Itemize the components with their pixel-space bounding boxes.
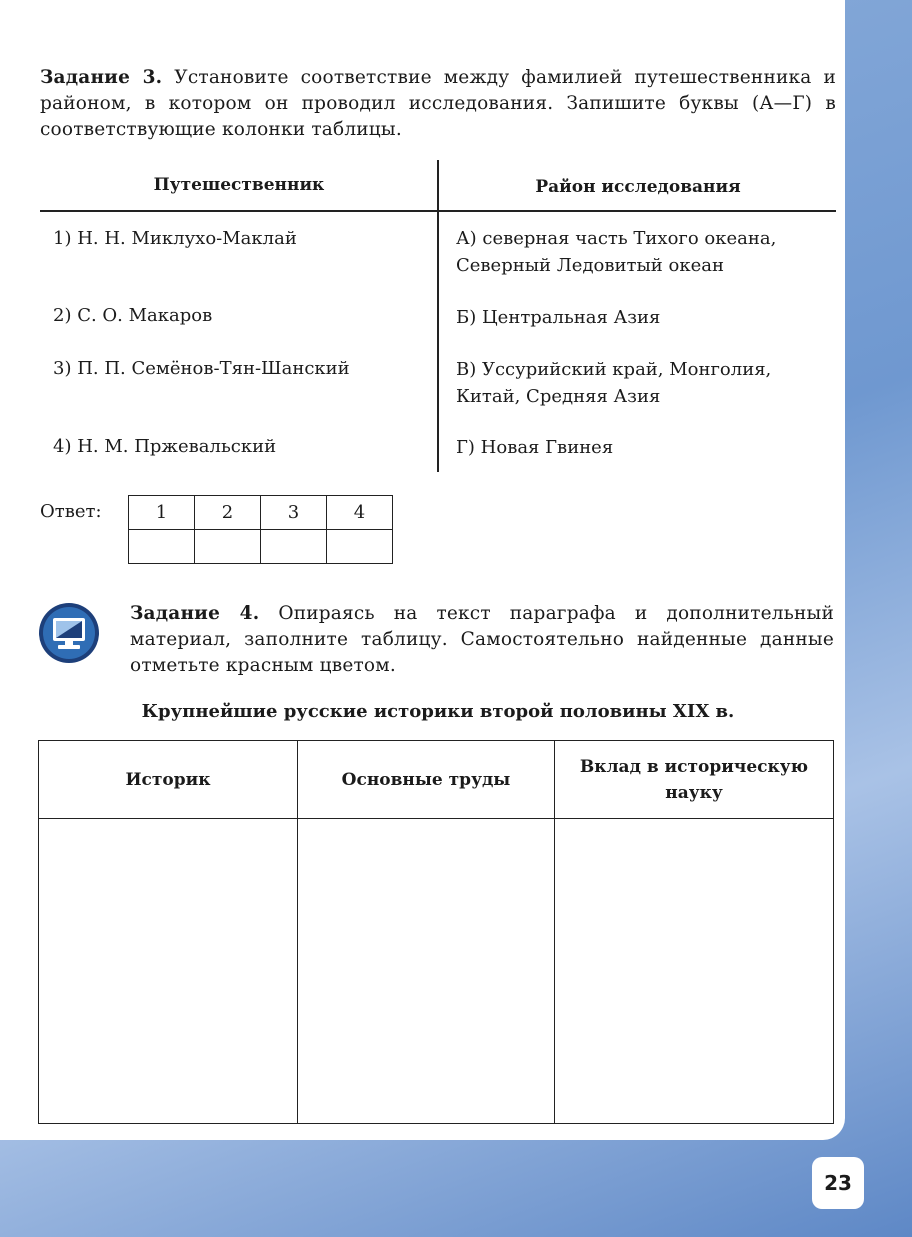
answer-cell-2[interactable] [195, 530, 261, 564]
task4-label: Задание 4. [130, 603, 260, 624]
region-a: А) северная часть Тихого океана, Северный Ледовитый океан [456, 228, 777, 276]
answer-header-3: 3 [261, 496, 327, 530]
region-b: Б) Центральная Азия [456, 307, 661, 328]
answer-table [128, 495, 393, 564]
header-historian: Историк [39, 741, 298, 819]
answer-label: Ответ: [40, 501, 102, 522]
answer-header-4: 4 [327, 496, 393, 530]
traveller-4: 4) Н. М. Пржевальский [53, 436, 277, 457]
computer-monitor-icon [38, 602, 100, 664]
page-number: 23 [812, 1157, 864, 1209]
traveller-1: 1) Н. Н. Миклухо-Маклай [53, 228, 297, 249]
task4-text: Опираясь на текст параграфа и дополнительный материал, заполните таблицу. Самостоятельно найденные данные отметьте красным цветом. [130, 603, 834, 676]
answer-header-1: 1 [129, 496, 195, 530]
answer-cell-4[interactable] [327, 530, 393, 564]
cell-historian[interactable] [39, 819, 298, 1124]
col-header-traveller: Путешественник [153, 175, 325, 195]
traveller-2: 2) С. О. Макаров [53, 305, 213, 326]
region-v: В) Уссурийский край, Монголия, Китай, Средняя Азия [456, 359, 772, 407]
task3-instructions [40, 65, 836, 143]
task4-table-title: Крупнейшие русские историки второй половины XIX в. [141, 701, 735, 722]
answer-header-2: 2 [195, 496, 261, 530]
traveller-3: 3) П. П. Семёнов-Тян-Шанский [53, 358, 350, 379]
column-divider [437, 160, 439, 472]
header-works: Основные труды [298, 741, 555, 819]
col-header-region: Район исследования [535, 177, 741, 197]
header-contribution: Вклад в историческую науку [555, 741, 834, 819]
cell-contribution[interactable] [555, 819, 834, 1124]
historians-table [38, 740, 834, 1124]
answer-cell-3[interactable] [261, 530, 327, 564]
cell-works[interactable] [298, 819, 555, 1124]
answer-cell-1[interactable] [129, 530, 195, 564]
task4-instructions [130, 601, 834, 679]
task3-text: Установите соответствие между фамилией путешественника и районом, в котором он проводил исследования. Запишите буквы (А—Г) в соответствующие колонки таблицы. [40, 67, 836, 140]
task3-label: Задание 3. [40, 67, 163, 88]
region-g: Г) Новая Гвинея [456, 437, 614, 458]
